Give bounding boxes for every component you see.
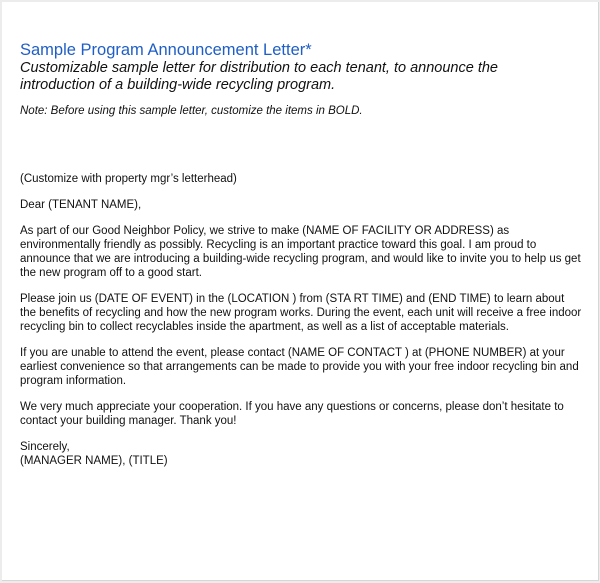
document-subtitle: Customizable sample letter for distribution to each tenant, to announce the introduction of a building-wide recycling program.: [20, 60, 498, 93]
salutation: Dear (TENANT NAME),: [20, 199, 142, 211]
paragraph-thanks: We very much appreciate your cooperation. If you have any questions or concerns, please don’t hesitate to contact your building manager. Thank you!: [20, 401, 564, 427]
closing: Sincerely,: [20, 441, 70, 453]
paragraph-contact: If you are unable to attend the event, please contact (NAME OF CONTACT ) at (PHONE NUMBER) at your earliest convenience so that arrangements can be made to provide you with your free indoor recycling bin and program information.: [20, 347, 579, 387]
usage-note: Note: Before using this sample letter, customize the items in BOLD.: [20, 105, 363, 117]
signature: (MANAGER NAME), (TITLE): [20, 455, 168, 467]
letterhead-placeholder: (Customize with property mgr’s letterhead): [20, 173, 237, 185]
paragraph-event: Please join us (DATE OF EVENT) in the (LOCATION ) from (STA RT TIME) and (END TIME) to learn about the benefits of recycling and how the new program works. During the event, each unit will receive a free indoor recycling bin to collect recyclables inside the apartment, as well as a list of acceptable materials.: [20, 293, 582, 333]
paragraph-intro: As part of our Good Neighbor Policy, we strive to make (NAME OF FACILITY OR ADDRESS) as environmentally friendly as possibly. Recycling is an important practice toward this goal. I am proud to announce that we are introducing a building-wide recycling program, and would like to invite you to help us get the new program off to a good start.: [20, 225, 581, 279]
document-page: [2, 2, 599, 581]
document-title: Sample Program Announcement Letter*: [20, 41, 312, 59]
letter-body: [20, 40, 584, 468]
